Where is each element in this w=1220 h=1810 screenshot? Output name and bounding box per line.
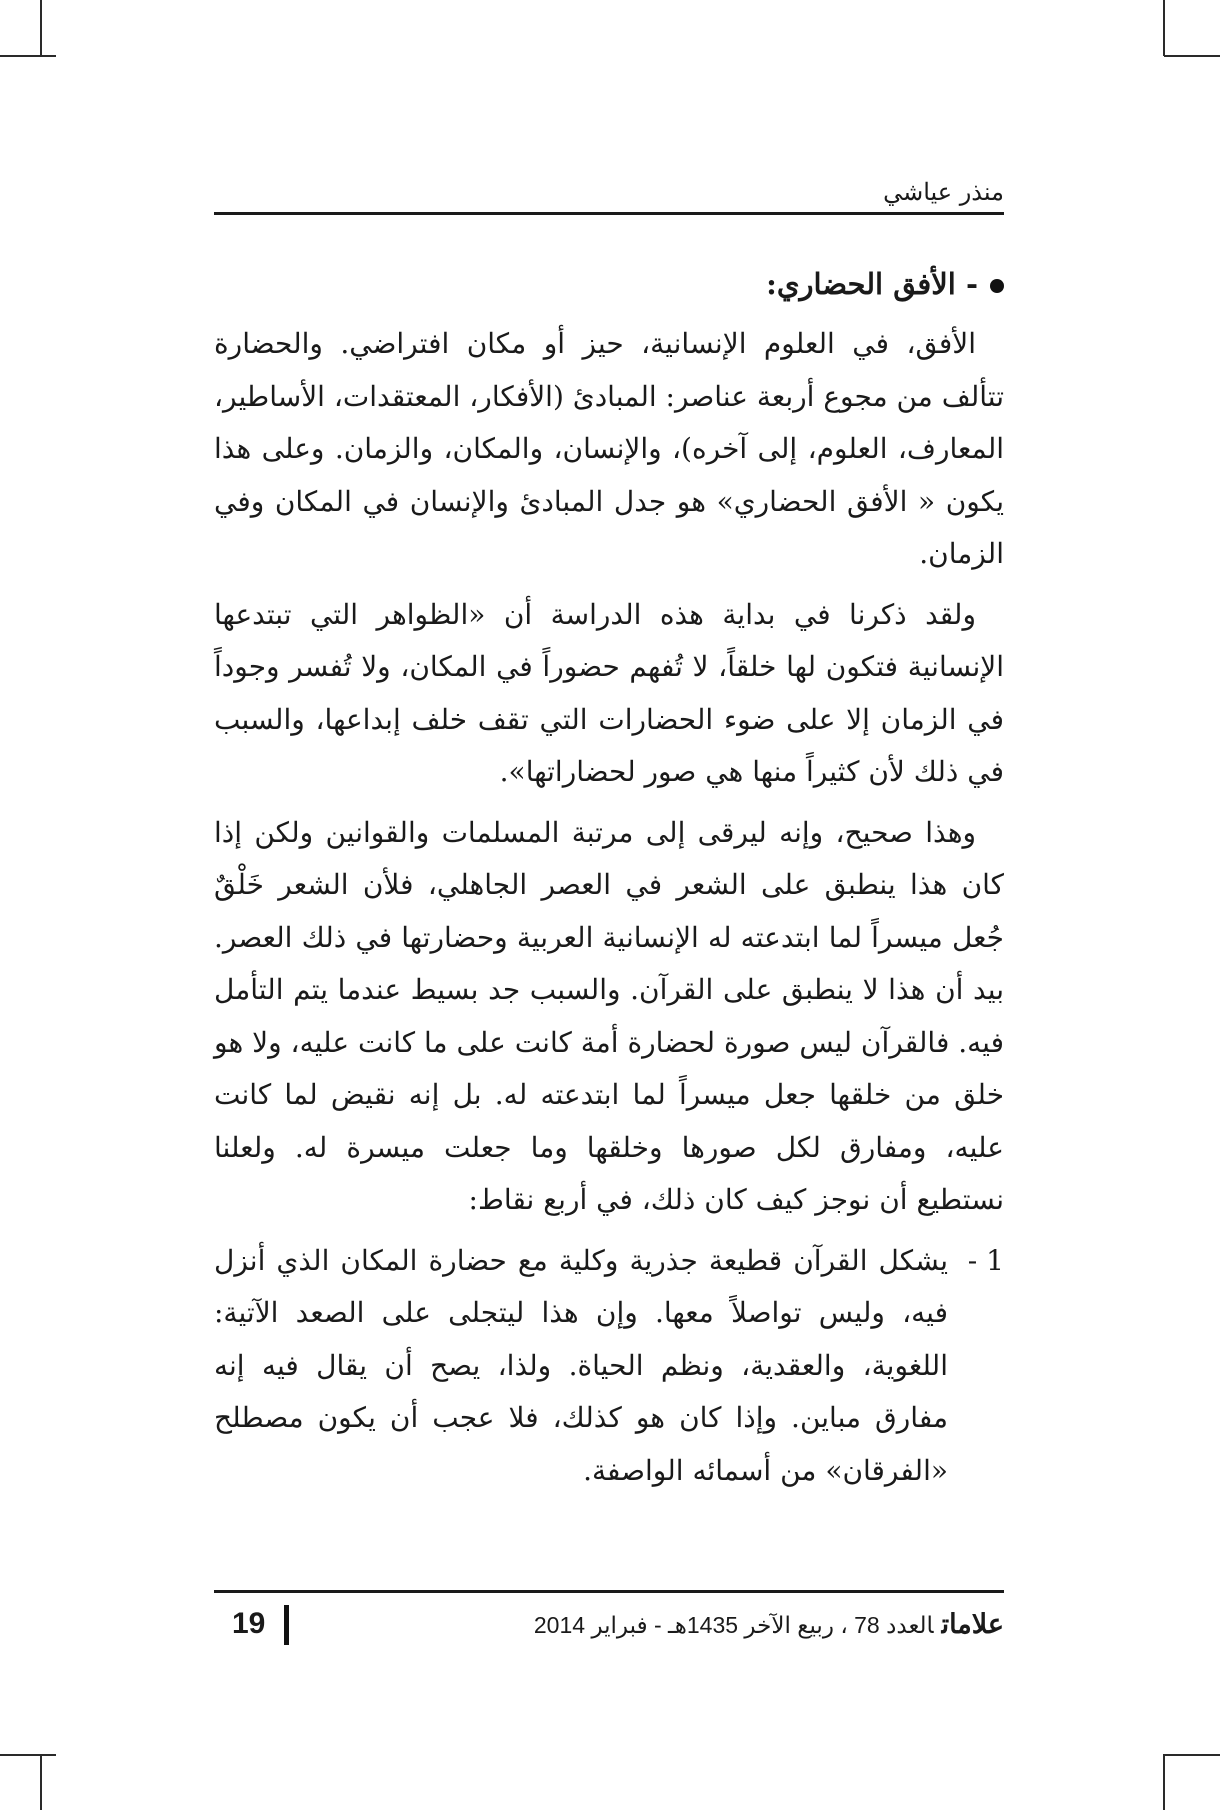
- footer-rule: [214, 1590, 1004, 1593]
- journal-logo: علامات: [941, 1609, 1004, 1639]
- list-item-text: يشكل القرآن قطيعة جذرية وكلية مع حضارة المكان الذي أنزل فيه، وليس تواصلاً معها. وإن هذا ليتجلى على الصعد الآتية: اللغوية، والعقدية، ونظم الحياة. ولذا، يصح أن يقال فيه إنه مفارق مباين. وإذا كان هو كذلك، فلا عجب أن يكون مصطلح «الفرقان» من أسمائه الواصفة.: [214, 1243, 948, 1487]
- list-item-number: 1 -: [967, 1243, 1004, 1277]
- page-footer: [214, 1590, 1004, 1659]
- crop-mark-bottom-left-h: [0, 1754, 56, 1756]
- book-page: [214, 0, 1004, 1810]
- bullet-icon: [990, 279, 1004, 293]
- issue-info: العدد 78 ، ربيع الآخر 1435هـ - فبراير 2014: [533, 1612, 934, 1638]
- crop-mark-top-right-h: [1164, 55, 1220, 57]
- article-body: [214, 258, 1004, 1497]
- crop-mark-bottom-left: [40, 1754, 42, 1810]
- section-heading: [214, 258, 1004, 310]
- footer-journal-info: [534, 1609, 1004, 1640]
- running-head-author: منذر عياشي: [883, 178, 1004, 206]
- list-item: [214, 1235, 1004, 1498]
- paragraph-1: الأفق، في العلوم الإنسانية، حيز أو مكان افتراضي. والحضارة تتألف من مجوع أربعة عناصر: المبادئ (الأفكار، المعتقدات، الأساطير، المعارف، العلوم، إلى آخره)، والإنسان، والمكان، والزمان. وعلى هذا يكون « الأفق الحضاري» هو جدل المبادئ والإنسان في المكان وفي الزمان.: [214, 327, 1004, 570]
- crop-mark-bottom-right-h: [1164, 1754, 1220, 1756]
- paragraph-3: وهذا صحيح، وإنه ليرقى إلى مرتبة المسلمات والقوانين ولكن إذا كان هذا ينطبق على الشعر في العصر الجاهلي، فلأن الشعر خَلْقٌ جُعل ميسراً لما ابتدعته له الإنسانية العربية وحضارتها في ذلك العصر. بيد أن هذا لا ينطبق على القرآن. والسبب جد بسيط عندما يتم التأمل فيه. فالقرآن ليس صورة لحضارة أمة كانت على ما كانت عليه، ولا هو خلق من خلقها جعل ميسراً لما ابتدعته له. بل إنه نقيض لما كانت عليه، ومفارق لكل صورها وخلقها وما جعلت ميسرة له. ولعلنا نستطيع أن نوجز كيف كان ذلك، في أربع نقاط:: [214, 815, 1004, 1216]
- crop-mark-top-left-h: [0, 55, 56, 57]
- crop-mark-bottom-right: [1163, 1754, 1165, 1810]
- page-number: 19: [232, 1607, 266, 1640]
- header-rule: [214, 212, 1004, 215]
- footer-separator-bar: [284, 1605, 289, 1645]
- footer-row: [214, 1603, 1004, 1659]
- crop-mark-top-left: [40, 0, 42, 56]
- crop-mark-top-right: [1163, 0, 1165, 56]
- section-heading-text: - الأفق الحضاري:: [766, 267, 978, 301]
- paragraph-2: ولقد ذكرنا في بداية هذه الدراسة أن «الظواهر التي تبتدعها الإنسانية فتكون لها خلقاً، لا تُفهم حضوراً في المكان، ولا تُفسر وجوداً في الزمان إلا على ضوء الحضارات التي تقف خلف إبداعها، والسبب في ذلك لأن كثيراً منها هي صور لحضاراتها».: [214, 597, 1004, 788]
